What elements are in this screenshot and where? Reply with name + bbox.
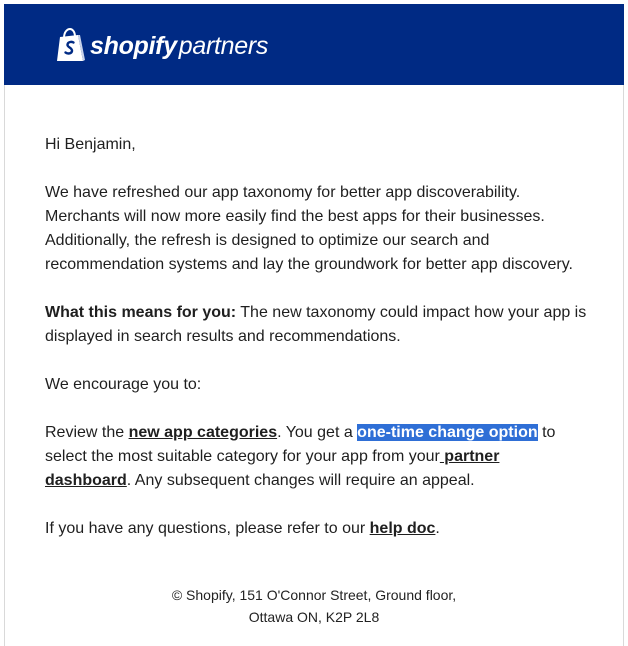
questions-paragraph <box>45 517 590 541</box>
intro-paragraph: We have refreshed our app taxonomy for better app discoverability. Merchants will now more easily find the best apps for their businesses. Additionally, the refresh is designed to optimize our search and recommendation systems and lay the groundwork for better app discovery. <box>45 184 573 273</box>
new-app-categories-link[interactable]: new app categories <box>128 424 278 441</box>
email-body <box>45 133 590 565</box>
email-header <box>4 4 624 85</box>
impact-text: The new taxonomy could impact how your app is displayed in search results and recommendations. <box>45 304 587 345</box>
email-footer <box>4 584 624 628</box>
partner-dashboard-link[interactable]: partner dashboard <box>45 448 500 489</box>
impact-paragraph <box>45 301 590 349</box>
review-text-end: . Any subsequent changes will require an appeal. <box>126 472 475 489</box>
impact-heading: What this means for you: <box>45 304 237 321</box>
questions-text-start: If you have any questions, please refer to our <box>45 520 370 537</box>
shopify-bag-icon <box>54 28 86 64</box>
review-paragraph <box>45 421 590 493</box>
help-doc-link[interactable]: help doc <box>369 520 436 537</box>
one-time-change-highlight: one-time change option <box>357 424 538 441</box>
logo-suffix-text: partners <box>178 31 269 60</box>
review-text-start: Review the <box>45 424 129 441</box>
greeting: Hi Benjamin, <box>45 136 136 153</box>
logo-brand-text: shopify <box>90 31 177 60</box>
logo-wordmark <box>90 32 268 61</box>
shopify-partners-logo[interactable] <box>54 28 268 64</box>
review-text-mid2: to select the most suitable category for your app from your <box>45 424 556 465</box>
questions-text-end: . <box>435 520 440 537</box>
footer-address-line1: © Shopify, 151 O'Connor Street, Ground floor, <box>171 587 457 603</box>
encourage-paragraph: We encourage you to: <box>45 376 202 393</box>
footer-address-line2: Ottawa ON, K2P 2L8 <box>248 609 380 625</box>
review-text-mid1: . You get a <box>277 424 358 441</box>
